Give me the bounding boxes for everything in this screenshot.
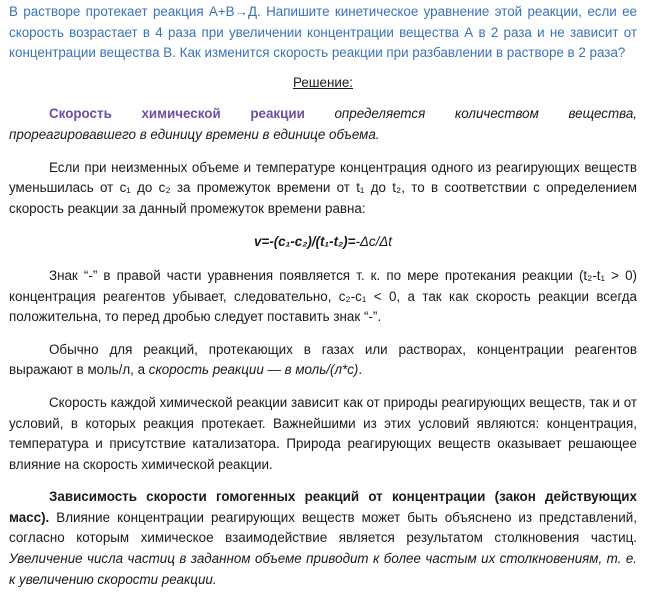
paragraph-mass-action-law <box>9 487 637 590</box>
units-italic-text: скорость реакции — в моль/(л*с) <box>148 362 359 378</box>
rate-formula <box>9 232 637 253</box>
formula-main: v=-(c₁-c₂)/(t₁-t₂)= <box>253 234 356 250</box>
mass-action-heading: Зависимость скорости гомогенных реакций от концентрации (закон действующих масс). <box>9 489 637 525</box>
mass-action-italic: Увеличение числа частиц в заданном объеме приводит к более частым их столкновениям, т. е. к увеличению скорости реакции. <box>9 551 637 587</box>
units-end: . <box>358 362 363 378</box>
units-plain-text: Обычно для реакций, протекающих в газах или растворах, концентрации реагентов выражают в моль/л, а <box>9 341 637 378</box>
paragraph-units <box>9 340 637 381</box>
paragraph-concentration-change: Если при неизменных объеме и температуре концентрация одного из реагирующих веществ уменьшилась от c₁ до c₂ за промежуток времени от t₁ до t₂, то в соответствии с определением скорость реакции за данный промежуток времени равна: <box>9 159 637 216</box>
term-reaction-rate: Скорость химической реакции <box>49 106 305 122</box>
definition-text: определяется количеством вещества, прореагировавшего в единицу времени в единице объема. <box>9 106 637 142</box>
paragraph-rate-definition <box>9 104 637 145</box>
paragraph-factors: Скорость каждой химической реакции зависит как от природы реагирующих веществ, так и от условий, в которых реакция протекает. Важнейшими из этих условий являются: концентрация, температура и присутствие катализатора. Природа реагирующих веществ оказывает решающее влияние на скорость химической реакции. <box>9 394 637 472</box>
mass-action-plain: Влияние концентрации реагирующих веществ может быть объяснено из представлений, согласно которым химическое взаимодействие является результатом столкновения частиц. <box>9 509 637 546</box>
paragraph-minus-sign: Знак “-” в правой части уравнения появляется т. к. по мере протекания реакции (t₂-t₁ > 0) концентрация реагентов убывает, следовательно, c₂-c₁ < 0, а так как скорость реакции всегда положительна, то перед дробью следует поставить знак “-”. <box>9 267 637 325</box>
solution-heading: Решение: <box>292 74 354 90</box>
task-statement: В растворе протекает реакция А+В→Д. Напишите кинетическое уравнение этой реакции, если ее скорость возрастает в 4 раза при увеличении концентрации вещества А в 2 раза и не зависит от концентрации вещества В. Как изменится скорость реакции при разбавлении в растворе в 2 раза? <box>9 4 637 61</box>
formula-delta: -Δc/Δt <box>355 234 393 250</box>
